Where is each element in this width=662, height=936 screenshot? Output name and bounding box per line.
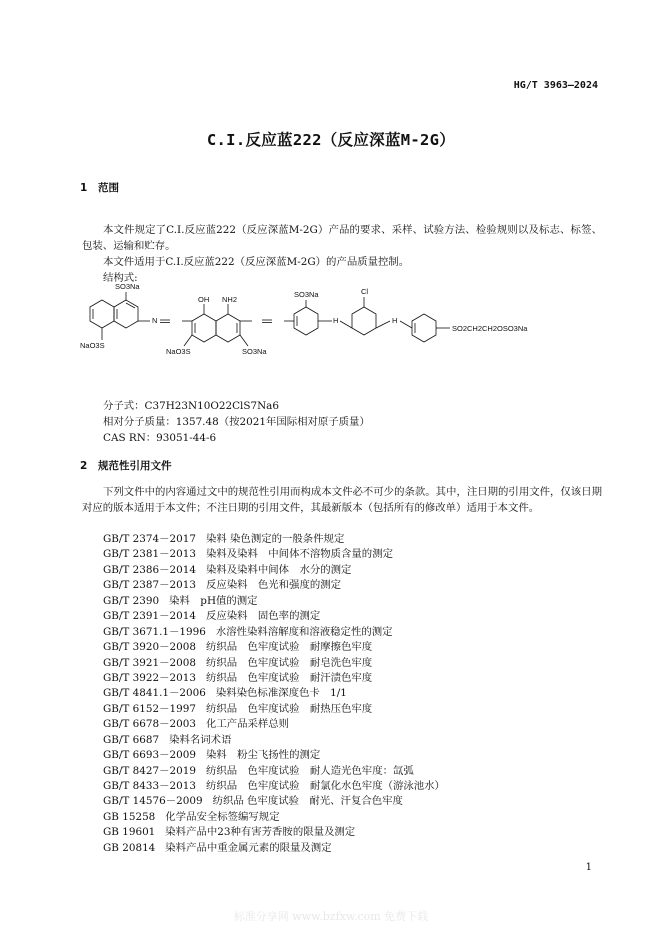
formula-label-oh: OH [198,295,210,304]
scope-paragraph-2: 本文件适用于C.I.反应蓝222（反应深蓝M-2G）的产品质量控制。 [103,256,410,268]
formula-label-n: N [152,316,158,325]
reference-item: GB 15258 化学品安全标签编写规定 [103,810,280,823]
formula-label-cl: Cl [361,287,369,296]
naphthalene-ring-d [216,314,240,342]
formula-label-h2: H [392,316,398,325]
formula-label-so3na-mid: SO3Na [242,347,267,356]
reference-item: GB/T 2386－2014 染料及染料中间体 水分的测定 [103,563,352,576]
section-2-heading [80,458,172,473]
cas-number: CAS RN：93051-44-6 [103,432,217,444]
document-code: HG/T 3963—2024 [513,80,598,91]
reference-item: GB/T 14576－2009 纺织品 色牢度试验 耐光、汗复合色牢度 [103,795,403,808]
reference-item: GB 20814 染料产品中重金属元素的限量及测定 [103,841,332,854]
reference-item: GB/T 8427－2019 纺织品 色牢度试验 耐人造光色牢度：氙弧 [103,764,414,777]
molecular-formula: 分子式：C37H23N10O22ClS7Na6 [103,400,279,412]
molecular-mass: 相对分子质量：1357.48（按2021年国际相对原子质量） [103,416,370,428]
reference-item: GB/T 6693－2009 染料 粉尘飞扬性的测定 [103,749,321,762]
reference-item: GB/T 3922－2013 纺织品 色牢度试验 耐汗渍色牢度 [103,671,373,684]
reference-item: GB/T 3671.1－1996 水溶性染料溶解度和溶液稳定性的测定 [103,625,393,638]
section-title: 范围 [98,182,119,194]
formula-label-so3na-ring: SO3Na [294,290,319,299]
formula-label-tail: SO2CH2CH2OSO3Na [452,324,528,333]
reference-item: GB/T 6678－2003 化工产品采样总则 [103,718,290,731]
reference-item: GB/T 2381－2013 染料及染料 中间体不溶物质含量的测定 [103,548,393,561]
reference-item: GB/T 6152－1997 纺织品 色牢度试验 耐热压色牢度 [103,702,373,715]
reference-item: GB/T 2374－2017 染料 染色测定的一般条件规定 [103,533,345,545]
reference-item: GB/T 3920－2008 纺织品 色牢度试验 耐摩擦色牢度 [103,641,373,654]
formula-label-naso3-left: NaO3S [80,341,105,350]
formula-label-h1: H [333,316,339,325]
reference-item: GB/T 4841.1－2006 染料染色标准深度色卡 1/1 [103,687,347,700]
section-number: 2 [80,460,88,472]
section-title: 规范性引用文件 [98,460,172,472]
section-1-heading [80,180,119,195]
reference-item: GB 19601 染料产品中23种有害芳香胺的限量及测定 [103,826,356,839]
reference-item: GB/T 2391－2014 反应染料 固色率的测定 [103,610,321,623]
naphthalene-ring-c [192,314,216,342]
reference-item: GB/T 6687 染料名词术语 [103,733,232,746]
normative-references-paragraph: 下列文件中的内容通过文中的规范性引用而构成本文件必不可少的条款。其中，注日期的引用文件，仅该日期对应的版本适用于本文件；不注日期的引用文件，其最新版本（包括所有的修改单）适用于本文件。 [82,486,602,514]
reference-item: GB/T 8433－2013 纺织品 色牢度试验 耐氯化水色牢度（游泳池水） [103,780,445,792]
reference-item: GB/T 2387－2013 反应染料 色光和强度的测定 [103,579,342,592]
watermark: 标准分享网 www.bzfxw.com 免费下载 [233,910,429,923]
page-number: 1 [585,862,592,873]
reference-item: GB/T 2390 染料 pH值的测定 [103,594,258,607]
triazine-ring [352,307,376,335]
naphthalene-ring-b [114,300,138,328]
formula-label-naso3-mid: NaO3S [166,347,191,356]
formula-label-so3na-top: SO3Na [115,282,140,291]
benzene-ring-a [294,307,318,335]
reference-list [103,532,445,856]
section-number: 1 [80,182,88,194]
formula-label-nh2: NH2 [222,295,238,304]
structural-formula-diagram [70,280,610,380]
reference-item: GB/T 3921－2008 纺织品 色牢度试验 耐皂洗色牢度 [103,656,373,669]
page-title: C.I.反应蓝222（反应深蓝M-2G） [206,131,456,149]
naphthalene-ring-a [90,300,114,328]
structure-label: 结构式: [103,272,138,284]
scope-paragraph-1: 本文件规定了C.I.反应蓝222（反应深蓝M-2G）产品的要求、采样、试验方法、检验规则以及标志、标签、包装、运输和贮存。 [82,224,602,252]
benzene-ring-b [412,314,436,342]
